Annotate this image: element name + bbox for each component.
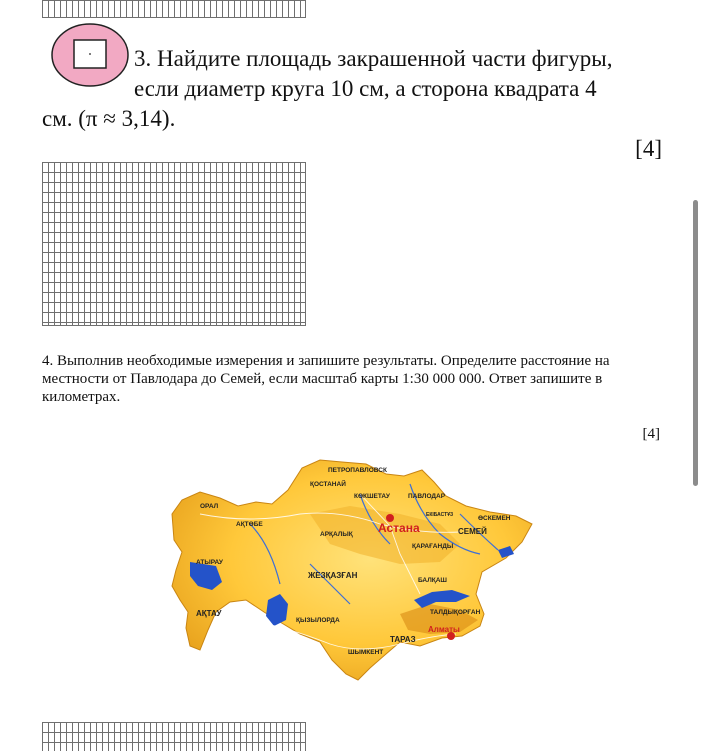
label-aktau: АҚТАУ [196,609,222,618]
label-kyzylorda: ҚЫЗЫЛОРДА [296,617,340,624]
label-kokshetau: КӨКШЕТАУ [354,493,390,500]
label-pavlodar: ПАВЛОДАР [408,493,446,500]
kazakhstan-map [160,454,544,690]
label-arkalyk: АРҚАЛЫҚ [320,531,353,538]
task-3-line-2: если диаметр круга 10 см, а сторона квадрата 4 [134,76,597,101]
label-aktobe: АҚТӨБЕ [236,521,263,528]
vertical-scrollbar[interactable] [693,200,698,486]
answer-grid-task3 [42,162,306,326]
label-balkhash: БАЛҚАШ [418,577,447,584]
label-oskemen: ӨСКЕМЕН [478,515,511,522]
answer-grid-task4 [42,722,306,751]
label-ekibastuz: ЕКІБАСТҰЗ [426,512,454,518]
label-astana: Астана [378,521,420,535]
answer-grid-top [42,0,306,18]
task-4-text: 4. Выполнив необходимые измерения и запишите результаты. Определите расстояние на местности от Павлодара до Семей, если масштаб карты 1:30 000 000. Ответ запишите в километрах. [42,353,610,405]
label-atyrau: АТЫРАУ [196,559,223,566]
label-zhezkazgan: ЖЕЗҚАЗҒАН [308,571,358,580]
label-kostanay: ҚОСТАНАЙ [310,481,346,488]
label-karaganda: ҚАРАҒАНДЫ [412,543,454,550]
label-oral: ОРАЛ [200,503,219,510]
task-3-line-3: см. (π ≈ 3,14). [42,106,176,131]
task-3-line-1: 3. Найдите площадь закрашенной части фигуры, [134,46,613,71]
label-semey: СЕМЕЙ [458,527,487,536]
task-4-score: [4] [642,426,660,442]
label-taraz: ТАРАЗ [390,635,416,644]
task-3-text [42,44,672,134]
task-3-score: [4] [635,136,662,161]
label-almaty: Алматы [428,625,460,634]
map-land [172,460,532,680]
label-petropavlovsk: ПЕТРОПАВЛОВСК [328,467,387,474]
label-shymkent: ШЫМКЕНТ [348,649,384,656]
label-taldykorgan: ТАЛДЫҚОРҒАН [430,609,481,616]
